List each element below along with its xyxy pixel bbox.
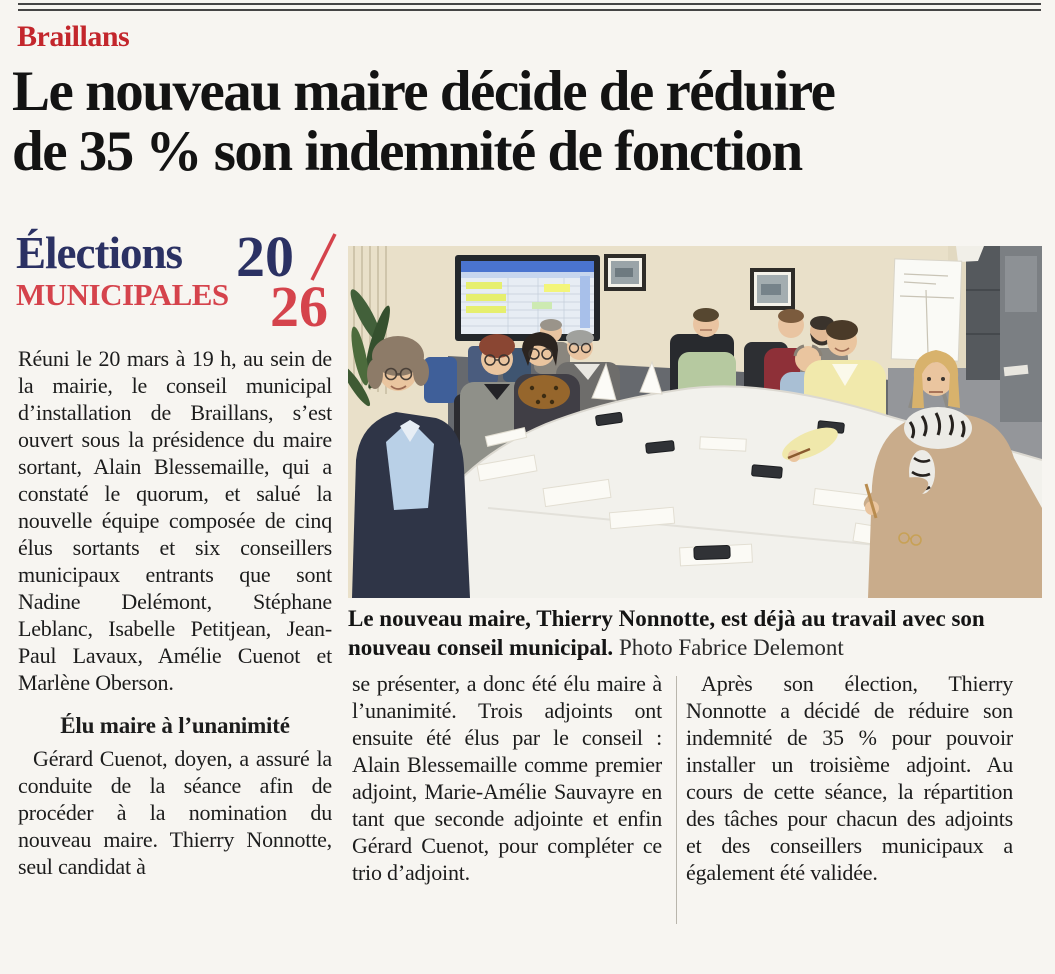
council-meeting-photo — [348, 246, 1042, 598]
logo-year-monogram — [236, 230, 342, 334]
body-paragraph-2: Gérard Cuenot, doyen, a assuré la conduite de la séance afin de procéder à la nomination du nouveau maire. Thierry Nonnotte, seul candidat à — [18, 746, 332, 879]
caption-credit: Photo Fabrice Delemont — [618, 635, 844, 660]
column-3 — [686, 670, 1013, 886]
logo-title: Élections — [16, 228, 182, 278]
caption-text: Le nouveau maire, Thierry Nonnotte, est déjà au travail avec son nouveau conseil municipal. — [348, 606, 985, 660]
crosshead: Élu maire à l’unanimité — [60, 713, 290, 738]
wall-frame-left — [604, 254, 646, 291]
article-headline — [12, 62, 1052, 182]
body-paragraph-4: Après son élection, Thierry Nonnotte a décidé de réduire son indemnité de 35 % pour pouvoir installer un troisième adjoint. Au cours de cette séance, la répartition des tâches pour chacun des adjoints et des conseillers municipaux a également été validée. — [686, 671, 1013, 885]
body-paragraph-1: Réuni le 20 mars à 19 h, au sein de la mairie, le conseil municipal d’installation de Braillans, s’est ouvert sous la présidence du maire sortant, Alain Blessemaille, qui a constaté le quorum, et salué la nouvelle équipe composée de cinq élus sortants et six conseillers municipaux entrants que sont Nadine Delémont, Stéphane Leblanc, Isabelle Petitjean, Jean-Paul Lavaux, Amélie Cuenot et Marlène Oberson. — [18, 346, 332, 695]
logo-year-bottom: 26 — [270, 274, 328, 334]
column-1 — [18, 345, 332, 880]
elections-municipales-logo — [16, 230, 346, 338]
logo-subtitle: MUNICIPALES — [16, 277, 229, 312]
photo-caption — [348, 604, 1048, 662]
body-paragraph-3: se présenter, a donc été élu maire à l’unanimité. Trois adjoints ont ensuite été élus par le conseil : Alain Blessemaille comme premier adjoint, Marie-Amélie Sauvayre en tant que seconde adjointe et enfin Gérard Cuenot, pour compléter ce trio d’adjoint. — [352, 671, 662, 885]
logo-year-top: 20 — [236, 230, 294, 289]
masthead-double-rule — [18, 3, 1041, 11]
section-kicker: Braillans — [17, 20, 130, 53]
council-meeting-illustration — [348, 246, 1042, 598]
column-2 — [352, 670, 662, 886]
headline-line-1: Le nouveau maire décide de réduire — [12, 60, 835, 123]
wall-frame-right — [750, 268, 795, 310]
tv-screen — [455, 255, 600, 341]
column-rule — [676, 676, 677, 924]
headline-line-2: de 35 % son indemnité de fonction — [12, 120, 802, 183]
